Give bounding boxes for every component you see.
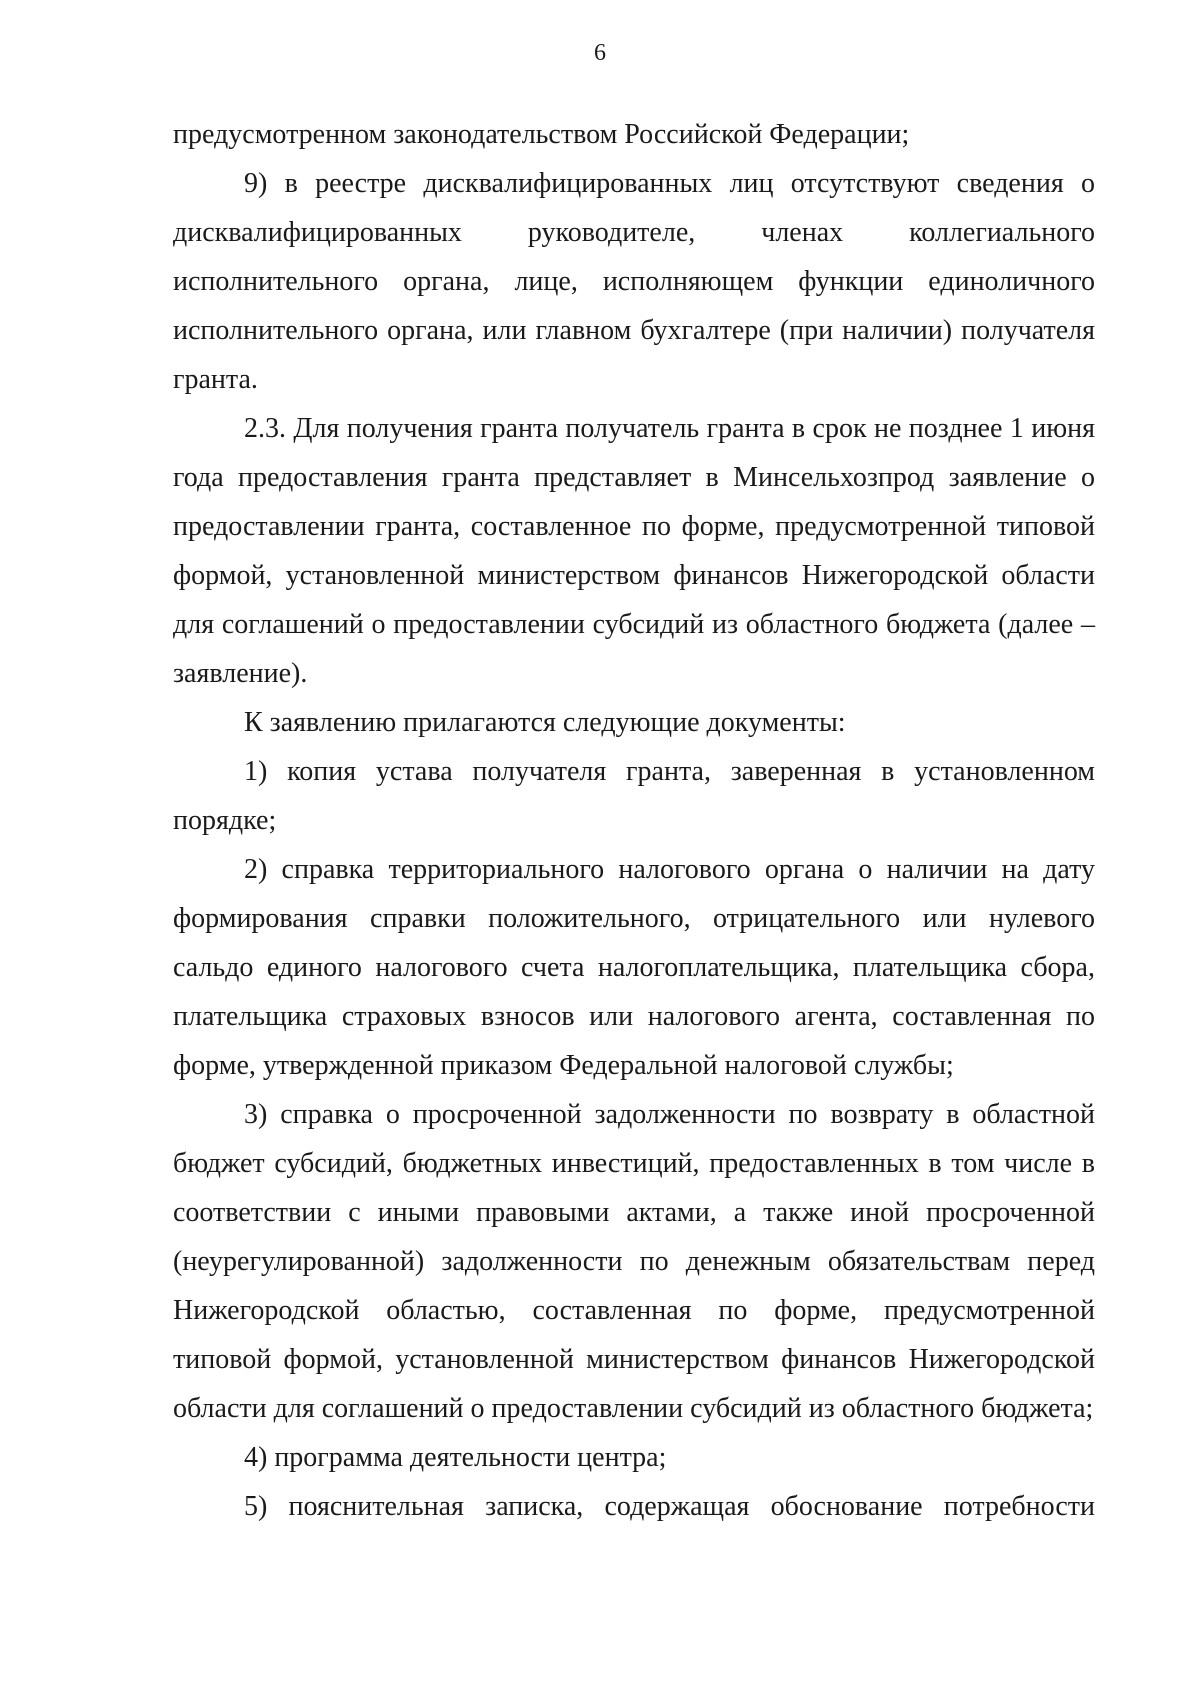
paragraph: 5) пояснительная записка, содержащая обоснование потребности — [244, 1491, 1095, 1522]
paragraph: 9) в реестре дисквалифицированных лиц отсутствуют сведения о дисквалифицированных руководителе, членах коллегиального исполнительного органа, лице, исполняющем функции единоличного исполнительного органа, или главном бухгалтере (при наличии) получателя гранта. — [173, 168, 1095, 395]
paragraph: 2.3. Для получения гранта получатель гранта в срок не позднее 1 июня года предоставления гранта представляет в Минсельхозпрод заявление о предоставлении гранта, составленное по форме, предусмотренной типовой формой, установленной министерством финансов Нижегородской области для соглашений о предоставлении субсидий из областного бюджета (далее – заявление). — [173, 413, 1095, 689]
paragraph: 2) справка территориального налогового органа о наличии на дату формирования справки положительного, отрицательного или нулевого сальдо единого налогового счета налогоплательщика, плательщика сбора, плательщика страховых взносов или налогового агента, составленная по форме, утвержденной приказом Федеральной налоговой службы; — [173, 854, 1095, 1081]
paragraph: 3) справка о просроченной задолженности по возврату в областной бюджет субсидий, бюджетных инвестиций, предоставленных в том числе в соответствии с иными правовыми актами, а также иной просроченной (неурегулированной) задолженности по денежным обязательствам перед Нижегородской областью, составленная по форме, предусмотренной типовой формой, установленной министерством финансов Нижегородской области для соглашений о предоставлении субсидий из областного бюджета; — [173, 1099, 1095, 1424]
paragraph: предусмотренном законодательством Российской Федерации; — [173, 119, 910, 150]
page-number: 6 — [594, 40, 606, 66]
paragraph: К заявлению прилагаются следующие документы: — [244, 707, 846, 738]
paragraph: 4) программа деятельности центра; — [244, 1442, 667, 1473]
paragraph: 1) копия устава получателя гранта, заверенная в установленном порядке; — [173, 756, 1095, 836]
document-body — [173, 110, 1095, 1531]
